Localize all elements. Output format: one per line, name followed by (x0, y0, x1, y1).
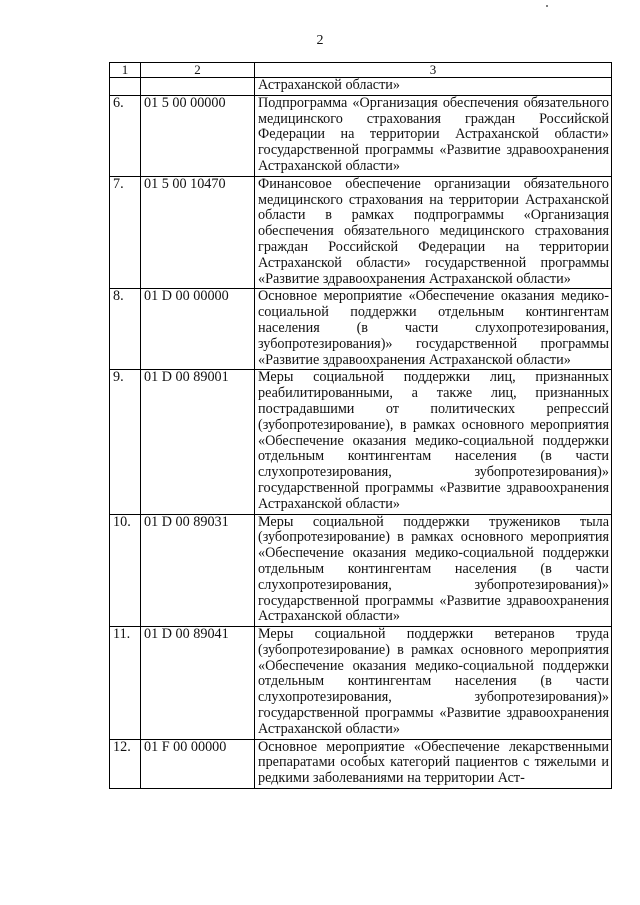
continuation-row (110, 78, 612, 96)
classification-code: 01 D 00 89001 (141, 370, 255, 514)
classification-code: 01 5 00 10470 (141, 176, 255, 289)
classification-code: 01 5 00 00000 (141, 95, 255, 176)
column-header-2: 2 (141, 63, 255, 78)
classification-code: 01 D 00 89041 (141, 627, 255, 740)
classification-code: 01 D 00 00000 (141, 289, 255, 370)
column-header-1: 1 (110, 63, 141, 78)
budget-classification-table (109, 62, 612, 789)
page-number: 2 (316, 33, 324, 48)
scan-speck (546, 5, 548, 7)
classification-code: 01 D 00 89031 (141, 514, 255, 627)
item-description: Подпрограмма «Организация обеспечения обязательного медицинского страхования граждан Российской Федерации на территории Астраханской области» государственной программы «Развитие здравоохранения Астраханской области» (255, 95, 612, 176)
table-row (110, 370, 612, 514)
item-description: Финансовое обеспечение организации обязательного медицинского страхования на территории Астраханской области в рамках подпрограммы «Организация обеспечения обязательного медицинского страхования граждан Российской Федерации на территории Астраханской области» государственной программы «Развитие здравоохранения Астраханской области» (255, 176, 612, 289)
table-header-row (110, 63, 612, 78)
item-description: Меры социальной поддержки ветеранов труда (зубопротезирование) в рамках основного мероприятия «Обеспечение оказания медико-социальной поддержки отдельным контингентам населения (в части слухопротезирования, зубопротезирования)» государственной программы «Развитие здравоохранения Астраханской области» (255, 627, 612, 740)
item-description: Основное мероприятие «Обеспечение оказания медико-социальной поддержки отдельным контингентам населения (в части слухопротезирования, зубопротезирования)» государственной программы «Развитие здравоохранения Астраханской области» (255, 289, 612, 370)
table-row (110, 289, 612, 370)
row-number: 7. (110, 176, 141, 289)
column-header-3: 3 (255, 63, 612, 78)
row-number: 6. (110, 95, 141, 176)
row-number: 10. (110, 514, 141, 627)
table-row (110, 95, 612, 176)
row-number: 12. (110, 739, 141, 788)
table-row (110, 739, 612, 788)
continuation-num-cell (110, 78, 141, 96)
row-number: 8. (110, 289, 141, 370)
table-row (110, 627, 612, 740)
row-number: 9. (110, 370, 141, 514)
classification-code: 01 F 00 00000 (141, 739, 255, 788)
continuation-code-cell (141, 78, 255, 96)
item-description: Меры социальной поддержки тружеников тыла (зубопротезирование) в рамках основного мероприятия «Обеспечение оказания медико-социальной поддержки отдельным контингентам населения (в части слухопротезирования, зубопротезирования)» государственной программы «Развитие здравоохранения Астраханской области» (255, 514, 612, 627)
continuation-text: Астраханской области» (255, 78, 612, 96)
item-description: Основное мероприятие «Обеспечение лекарственными препаратами особых категорий пациентов с тяжелыми и редкими заболеваниями на территории Аст- (255, 739, 612, 788)
table-row (110, 514, 612, 627)
row-number: 11. (110, 627, 141, 740)
table-row (110, 176, 612, 289)
item-description: Меры социальной поддержки лиц, признанных реабилитированными, а также лиц, признанных пострадавшими от политических репрессий (зубопротезирование), в рамках основного мероприятия «Обеспечение оказания медико-социальной поддержки отдельным контингентам населения (в части слухопротезирования, зубопротезирования)» государственной программы «Развитие здравоохранения Астраханской области» (255, 370, 612, 514)
